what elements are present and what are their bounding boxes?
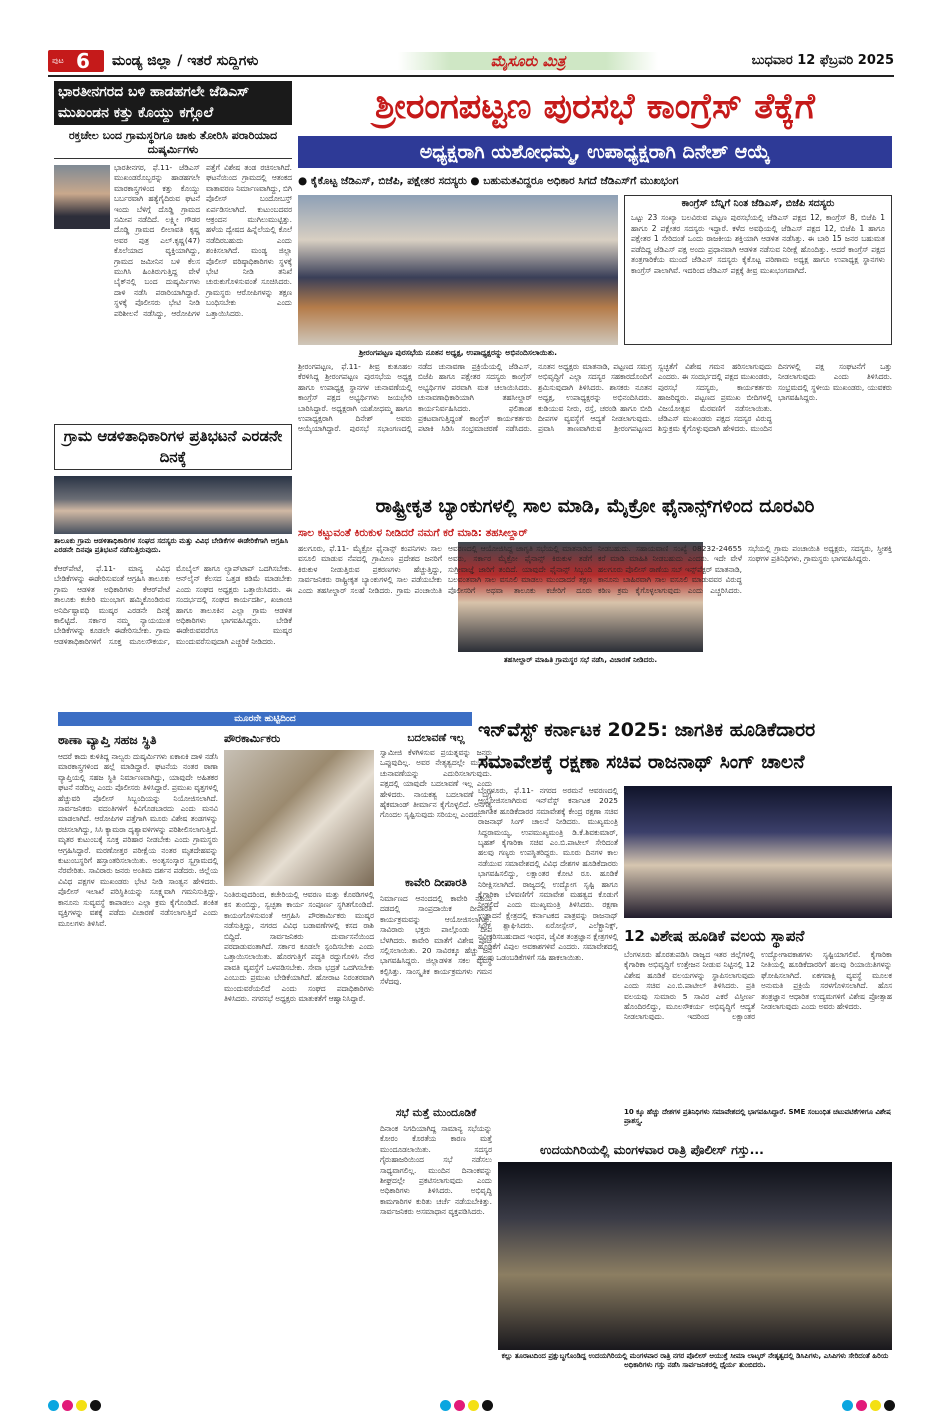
banks-caption: ತಹಸೀಲ್ದಾರ್ ಮಾಹಿತಿ ಗ್ರಾಮಸ್ಥರ ಸಭೆ ನಡೆಸಿ, ವಿಚಾರಣೆ ನೀಡಿದರು. bbox=[503, 655, 658, 664]
banks-headline: ರಾಷ್ಟ್ರೀಕೃತ ಬ್ಯಾಂಕುಗಳಲ್ಲಿ ಸಾಲ ಮಾಡಿ, ಮೈಕ್ರೋ ಫೈನಾನ್ಸ್‌ಗಳಿಂದ ದೂರವಿರಿ bbox=[375, 496, 815, 517]
masthead bbox=[48, 48, 894, 74]
brief2-headline: ಗ್ರಾಮ ಆಡಳಿತಾಧಿಕಾರಿಗಳ ಪ್ರತಿಭಟನೆ ಎರಡನೇ ದಿನಕ್ಕೆ bbox=[54, 424, 292, 470]
pourakarmika-body: ನಿಂತಿರುವುದರಿಂದ, ಕಚೇರಿಯಲ್ಲಿ ಆವರಣ ಮತ್ತು ಕೊಠಡಿಗಳಲ್ಲಿ ಕಸ ತುಂಬಿದ್ದು, ಸ್ವಚ್ಛತಾ ಕಾರ್ಯ ಸಂಪೂರ್ಣ ಸ್ಥಗಿತಗೊಂಡಿದೆ. ಕಾಯಂಗೊಳಿಸುವಂತೆ ಆಗ್ರಹಿಸಿ ಪೌರಕಾರ್ಮಿಕರು ಮುಷ್ಕರ ನಡೆಸುತ್ತಿದ್ದು, ನಗರದ ವಿವಿಧ ಬಡಾವಣೆಗಳಲ್ಲಿ ಕಸದ ರಾಶಿ ಬಿದ್ದಿದೆ. ಸಾರ್ವಜನಿಕರು ದುರ್ವಾಸನೆಯಿಂದ ಪರದಾಡುವಂತಾಗಿದೆ. ಸರ್ಕಾರ ಕೂಡಲೇ ಸ್ಪಂದಿಸಬೇಕು ಎಂದು ಒತ್ತಾಯಿಸಲಾಯಿತು. ಹೊರಗುತ್ತಿಗೆ ಪದ್ಧತಿ ರದ್ದುಗೊಳಿಸಿ ನೇರ ಪಾವತಿ ವ್ಯವಸ್ಥೆಗೆ ಒಳಪಡಿಸಬೇಕು. ಸೇವಾ ಭದ್ರತೆ ಒದಗಿಸಬೇಕು ಎಂಬುದು ಪ್ರಮುಖ ಬೇಡಿಕೆಯಾಗಿದೆ. ಹೋರಾಟ ನಿರಂತರವಾಗಿ ಮುಂದುವರೆಯಲಿದೆ ಎಂದು ಸಂಘದ ಪದಾಧಿಕಾರಿಗಳು ತಿಳಿಸಿದರು. ನಗರಸಭೆ ಅಧ್ಯಕ್ಷರು ಮಾತುಕತೆಗೆ ಆಹ್ವಾನಿಸಿದ್ದಾರೆ. bbox=[224, 890, 374, 1004]
lead-headline: ಶ್ರೀರಂಗಪಟ್ಟಣ ಪುರಸಭೆ ಕಾಂಗ್ರೆಸ್ ತೆಕ್ಕೆಗೆ bbox=[375, 87, 815, 127]
victim-photo bbox=[54, 165, 110, 229]
issue-date: ಬುಧವಾರ 12 ಫೆಬ್ರವರಿ 2025 bbox=[751, 53, 894, 68]
badalavane-body: ಸ್ವಾಮೀಜಿ ಕೆಳಗಿಳಿಸುವ ಪ್ರಯತ್ನವನ್ನು ಜನರು ಒಪ್ಪುವುದಿಲ್ಲ. ಅವರ ನೇತೃತ್ವದಲ್ಲೇ ಮುಂದಿನ ಚುನಾವಣೆಯನ್ನು ಎದುರಿಸಲಾಗುವುದು. ಪಕ್ಷದಲ್ಲಿ ಯಾವುದೇ ಬದಲಾವಣೆ ಇಲ್ಲ ಎಂದು ಹೇಳಿದರು. ನಾಯಕತ್ವ ಬದಲಾವಣೆ ಬಗ್ಗೆ ಹೈಕಮಾಂಡ್ ತೀರ್ಮಾನ ಕೈಗೊಳ್ಳಲಿದೆ. ಅನಗತ್ಯ ಗೊಂದಲ ಸೃಷ್ಟಿಸುವುದು ಸರಿಯಲ್ಲ ಎಂದರು. bbox=[380, 748, 492, 820]
udayagiri-caption: ಕಲ್ಲು ತೂರಾಟದಿಂದ ಪ್ರಕ್ಷುಬ್ಧಗೊಂಡಿದ್ದ ಉದಯಗಿರಿಯಲ್ಲಿ ಮಂಗಳವಾರ ರಾತ್ರಿ ನಗರ ಪೊಲೀಸ್ ಆಯುಕ್ತೆ ಸೀಮಾ ಲಾಟ್ಕರ್ ನೇತೃತ್ವದಲ್ಲಿ ಡಿಸಿಪಿಗಳು, ಎಸಿಪಿಗಳು ಸೇರಿದಂತೆ ಹಿರಿಯ ಅಧಿಕಾರಿಗಳು ಗಸ್ತು ನಡೆಸಿ ಸಾರ್ವಜನಿಕರಲ್ಲಿ ಧೈರ್ಯ ತುಂಬಿದರು. bbox=[501, 1352, 889, 1369]
invest-photo bbox=[624, 786, 892, 918]
sabhe-title: ಸಭೆ ಮತ್ತೆ ಮುಂದೂಡಿಕೆ bbox=[395, 1107, 477, 1119]
thana-title: ಠಾಣಾ ವ್ಯಾಪ್ತಿ ಸಹಜ ಸ್ಥಿತಿ bbox=[58, 732, 157, 747]
invest-caption: 10 ಕ್ಕೂ ಹೆಚ್ಚು ದೇಶಗಳ ಪ್ರತಿನಿಧಿಗಳು ಸಮಾವೇಶದಲ್ಲಿ ಭಾಗವಹಿಸಿದ್ದಾರೆ. SME ಸಂಬಂಧಿತ ಚಟುವಟಿಕೆಗಳಿಗೂ ವಿಶೇಷ ಪ್ರಾಶಸ್ತ್ಯ. bbox=[624, 1108, 891, 1125]
registration-dot bbox=[856, 1400, 867, 1411]
page-badge bbox=[48, 50, 104, 72]
brief-vao-protest bbox=[54, 424, 292, 710]
registration-dot bbox=[90, 1400, 101, 1411]
kaveri-title: ಕಾವೇರಿ ದೀಪಾರತಿ bbox=[405, 876, 467, 889]
brief1-headline: ಭಾರತೀನಗರದ ಬಳಿ ಹಾಡಹಗಲೇ ಜೆಡಿಎಸ್ ಮುಖಂಡನ ಕತ್ತು ಕೊಯ್ದು ಕಗ್ಗೊಲೆ bbox=[54, 81, 292, 125]
continuation-label: ಮೂರನೇ ಹುಟ್ಟಿದಿಂದ bbox=[58, 712, 472, 726]
kaveri-body: ನಿರ್ಮಾಣದ ಆನಂದದಲ್ಲಿ ಕಾವೇರಿ ನದಿಯ ದಡದಲ್ಲಿ ಸಾಂಪ್ರದಾಯಿಕ ದೀಪಾರತಿ ಕಾರ್ಯಕ್ರಮವನ್ನು ಆಯೋಜಿಸಲಾಗಿತ್ತು. ಸಾವಿರಾರು ಭಕ್ತರು ಪಾಲ್ಗೊಂಡು ದೀಪ ಬೆಳಗಿದರು. ಕಾವೇರಿ ಮಾತೆಗೆ ವಿಶೇಷ ಪೂಜೆ ಸಲ್ಲಿಸಲಾಯಿತು. 20 ಸಾವಿರಕ್ಕೂ ಹೆಚ್ಚು ಜನ ಭಾಗವಹಿಸಿದ್ದರು. ಜಿಲ್ಲಾಡಳಿತ ಸಕಲ ವ್ಯವಸ್ಥೆ ಕಲ್ಪಿಸಿತ್ತು. ಸಾಂಸ್ಕೃತಿಕ ಕಾರ್ಯಕ್ರಮಗಳು ಗಮನ ಸೆಳೆದವು. bbox=[380, 894, 492, 987]
sidebox-title: ಕಾಂಗ್ರೆಸ್ ಬೆನ್ನಿಗೆ ನಿಂತ ಜೆಡಿಎಸ್, ಬಿಜೆಪಿ ಸದಸ್ಯರು bbox=[681, 198, 835, 209]
sidebox-body: ಒಟ್ಟು 23 ಸಂಖ್ಯಾ ಬಲವಿರುವ ಪಟ್ಟಣ ಪುರಸಭೆಯಲ್ಲಿ ಜೆಡಿಎಸ್ ಪಕ್ಷದ 12, ಕಾಂಗ್ರೆಸ್ 8, ಬಿಜೆಪಿ 1 ಹಾಗೂ 2 ಪಕ್ಷೇತರ ಸದಸ್ಯರು ಇದ್ದಾರೆ. ಕಳೆದ ಅವಧಿಯಲ್ಲಿ ಜೆಡಿಎಸ್ ಪಕ್ಷದ 12, ಬಿಜೆಪಿ 1 ಹಾಗೂ ಪಕ್ಷೇತರ 1 ಸೇರಿದಂತೆ ಒಂದು ರಾಜಕೀಯ ಶಕ್ತಿಯಾಗಿ ಆಡಳಿತ ನಡೆಸಿತ್ತು. ಈ ಬಾರಿ 15 ಜನರ ಬಹುಮತ ಪಡೆದಿದ್ದ ಜೆಡಿಎಸ್ ಪಕ್ಷ ಅಂದು ಪ್ರಧಾನವಾಗಿ ಆಡಳಿತ ನಡೆಸುವ ನಿರೀಕ್ಷೆ ಹೊಂದಿತ್ತು. ಆದರೆ ಕಾಂಗ್ರೆಸ್ ಪಕ್ಷದ ತಂತ್ರಗಾರಿಕೆಯ ಮುಂದೆ ಜೆಡಿಎಸ್ ಸದಸ್ಯರು ಕೈಕೊಟ್ಟ ಪರಿಣಾಮ ಅಧ್ಯಕ್ಷ ಹಾಗೂ ಉಪಾಧ್ಯಕ್ಷ ಸ್ಥಾನಗಳು ಕಾಂಗ್ರೆಸ್ ಪಾಲಾಗಿವೆ. ಇದರಿಂದ ಜೆಡಿಎಸ್ ಪಕ್ಷಕ್ಕೆ ತೀವ್ರ ಮುಖಭಂಗವಾಗಿದೆ. bbox=[631, 213, 885, 275]
banks-subhead: ಸಾಲ ಕಟ್ಟುವಂತೆ ಕಿರುಕುಳ ನೀಡಿದರೆ ನಮಗೆ ಕರೆ ಮಾಡಿ: ತಹಸೀಲ್ದಾರ್ bbox=[298, 527, 528, 539]
lead-body: ಶ್ರೀರಂಗಪಟ್ಟಣ, ಫೆ.11- ತೀವ್ರ ಕುತೂಹಲ ಕೆರಳಿಸಿದ್ದ ಶ್ರೀರಂಗಪಟ್ಟಣ ಪುರಸಭೆಯ ಅಧ್ಯಕ್ಷ ಹಾಗೂ ಉಪಾಧ್ಯಕ್ಷ ಸ್ಥಾನಗಳ ಚುನಾವಣೆಯಲ್ಲಿ ಕಾಂಗ್ರೆಸ್ ಪಕ್ಷದ ಅಭ್ಯರ್ಥಿಗಳು ಜಯಭೇರಿ ಬಾರಿಸಿದ್ದಾರೆ. ಅಧ್ಯಕ್ಷರಾಗಿ ಯಶೋಧಮ್ಮ ಹಾಗೂ ಉಪಾಧ್ಯಕ್ಷರಾಗಿ ದಿನೇಶ್ ಅವರು ಆಯ್ಕೆಯಾಗಿದ್ದಾರೆ. ಪುರಸಭೆ ಸಭಾಂಗಣದಲ್ಲಿ ನಡೆದ ಚುನಾವಣಾ ಪ್ರಕ್ರಿಯೆಯಲ್ಲಿ ಜೆಡಿಎಸ್, ಬಿಜೆಪಿ ಹಾಗೂ ಪಕ್ಷೇತರ ಸದಸ್ಯರು ಕಾಂಗ್ರೆಸ್ ಅಭ್ಯರ್ಥಿಗಳ ಪರವಾಗಿ ಮತ ಚಲಾಯಿಸಿದರು. ಚುನಾವಣಾಧಿಕಾರಿಯಾಗಿ ತಹಸೀಲ್ದಾರ್ ಕಾರ್ಯನಿರ್ವಹಿಸಿದರು. ಫಲಿತಾಂಶ ಪ್ರಕಟವಾಗುತ್ತಿದ್ದಂತೆ ಕಾಂಗ್ರೆಸ್ ಕಾರ್ಯಕರ್ತರು ಪಟಾಕಿ ಸಿಡಿಸಿ ಸಂಭ್ರಮಾಚರಣೆ ನಡೆಸಿದರು. ನೂತನ ಅಧ್ಯಕ್ಷರು ಮಾತನಾಡಿ, ಪಟ್ಟಣದ ಸಮಗ್ರ ಅಭಿವೃದ್ಧಿಗೆ ಎಲ್ಲಾ ಸದಸ್ಯರ ಸಹಕಾರದೊಂದಿಗೆ ಶ್ರಮಿಸುವುದಾಗಿ ತಿಳಿಸಿದರು. ಶಾಸಕರು ನೂತನ ಅಧ್ಯಕ್ಷ, ಉಪಾಧ್ಯಕ್ಷರನ್ನು ಅಭಿನಂದಿಸಿದರು. ಕುಡಿಯುವ ನೀರು, ರಸ್ತೆ, ಚರಂಡಿ ಹಾಗೂ ಬೀದಿ ದೀಪಗಳ ವ್ಯವಸ್ಥೆಗೆ ಆದ್ಯತೆ ನೀಡಲಾಗುವುದು. ಪ್ರವಾಸಿ ತಾಣವಾಗಿರುವ ಶ್ರೀರಂಗಪಟ್ಟಣದ ಸ್ವಚ್ಛತೆಗೆ ವಿಶೇಷ ಗಮನ ಹರಿಸಲಾಗುವುದು ಎಂದರು. ಈ ಸಂದರ್ಭದಲ್ಲಿ ಪಕ್ಷದ ಮುಖಂಡರು, ಪುರಸಭೆ ಸದಸ್ಯರು, ಕಾರ್ಯಕರ್ತರು ಹಾಜರಿದ್ದರು. ಪಟ್ಟಣದ ಪ್ರಮುಖ ಬೀದಿಗಳಲ್ಲಿ ವಿಜಯೋತ್ಸವ ಮೆರವಣಿಗೆ ನಡೆಸಲಾಯಿತು. ಜೆಡಿಎಸ್ ಮುಖಂಡರು ಪಕ್ಷದ ಸದಸ್ಯರ ವಿರುದ್ಧ ಶಿಸ್ತುಕ್ರಮ ಕೈಗೊಳ್ಳುವುದಾಗಿ ಹೇಳಿದರು. ಮುಂದಿನ ದಿನಗಳಲ್ಲಿ ಪಕ್ಷ ಸಂಘಟನೆಗೆ ಒತ್ತು ನೀಡಲಾಗುವುದು ಎಂದು ತಿಳಿಸಿದರು. ಸಂಭ್ರಮದಲ್ಲಿ ಸ್ಥಳೀಯ ಮುಖಂಡರು, ಯುವಕರು ಭಾಗವಹಿಸಿದ್ದರು. bbox=[298, 362, 892, 434]
page-label: ಪುಟ bbox=[52, 56, 64, 65]
registration-dot bbox=[454, 1400, 465, 1411]
brief-jds-murder bbox=[54, 81, 292, 421]
section-title: ಮಂಡ್ಯ ಜಿಲ್ಲಾ / ಇತರೆ ಸುದ್ದಿಗಳು bbox=[112, 53, 259, 69]
badalavane-title: ಬದಲಾವಣೆ ಇಲ್ಲ bbox=[407, 732, 465, 744]
brief2-caption: ತಾಲೂಕು ಗ್ರಾಮ ಆಡಳಿತಾಧಿಕಾರಿಗಳ ಸಂಘದ ಸದಸ್ಯರು ಮತ್ತು ವಿವಿಧ ಬೇಡಿಕೆಗಳ ಈಡೇರಿಕೆಗಾಗಿ ಆಗ್ರಹಿಸಿ ಎರಡನೇ ದಿನವೂ ಪ್ರತಿಭಟನೆ ನಡೆಸುತ್ತಿರುವುದು. bbox=[54, 536, 289, 554]
page-number: 6 bbox=[76, 50, 90, 72]
invest-body: ಬೆಂಗಳೂರು, ಫೆ.11- ನಗರದ ಅರಮನೆ ಆವರಣದಲ್ಲಿ ಆಯೋಜಿಸಲಾಗಿರುವ ಇನ್‌ವೆಸ್ಟ್ ಕರ್ನಾಟಕ 2025 ಜಾಗತಿಕ ಹೂಡಿಕೆದಾರರ ಸಮಾವೇಶಕ್ಕೆ ಕೇಂದ್ರ ರಕ್ಷಣಾ ಸಚಿವ ರಾಜನಾಥ್ ಸಿಂಗ್ ಚಾಲನೆ ನೀಡಿದರು. ಮುಖ್ಯಮಂತ್ರಿ ಸಿದ್ದರಾಮಯ್ಯ, ಉಪಮುಖ್ಯಮಂತ್ರಿ ಡಿ.ಕೆ.ಶಿವಕುಮಾರ್, ಬೃಹತ್ ಕೈಗಾರಿಕಾ ಸಚಿವ ಎಂ.ಬಿ.ಪಾಟೀಲ್ ಸೇರಿದಂತೆ ಹಲವು ಗಣ್ಯರು ಉಪಸ್ಥಿತರಿದ್ದರು. ಮೂರು ದಿನಗಳ ಕಾಲ ನಡೆಯುವ ಸಮಾವೇಶದಲ್ಲಿ ವಿವಿಧ ದೇಶಗಳ ಹೂಡಿಕೆದಾರರು ಭಾಗವಹಿಸಲಿದ್ದು, ಲಕ್ಷಾಂತರ ಕೋಟಿ ರೂ. ಹೂಡಿಕೆ ನಿರೀಕ್ಷಿಸಲಾಗಿದೆ. ರಾಜ್ಯದಲ್ಲಿ ಉದ್ಯೋಗ ಸೃಷ್ಟಿ ಹಾಗೂ ಕೈಗಾರಿಕಾ ಬೆಳವಣಿಗೆಗೆ ಸಮಾವೇಶ ಮಹತ್ವದ ಕೊಡುಗೆ ನೀಡಲಿದೆ ಎಂದು ಮುಖ್ಯಮಂತ್ರಿ ತಿಳಿಸಿದರು. ರಕ್ಷಣಾ ಉತ್ಪಾದನೆ ಕ್ಷೇತ್ರದಲ್ಲಿ ಕರ್ನಾಟಕದ ಪಾತ್ರವನ್ನು ರಾಜನಾಥ್ ಸಿಂಗ್ ಶ್ಲಾಘಿಸಿದರು. ಏರೋಸ್ಪೇಸ್, ಎಲೆಕ್ಟ್ರಾನಿಕ್ಸ್, ನವೀಕರಿಸಬಹುದಾದ ಇಂಧನ, ಜೈವಿಕ ತಂತ್ರಜ್ಞಾನ ಕ್ಷೇತ್ರಗಳಲ್ಲಿ ಹೂಡಿಕೆಗೆ ವಿಪುಲ ಅವಕಾಶಗಳಿವೆ ಎಂದರು. ಸಮಾವೇಶದಲ್ಲಿ ಹಲವು ಒಡಂಬಡಿಕೆಗಳಿಗೆ ಸಹಿ ಹಾಕಲಾಯಿತು. bbox=[478, 786, 618, 962]
lead-story bbox=[298, 80, 892, 486]
udayagiri-story bbox=[498, 1140, 892, 1380]
registration-dot bbox=[76, 1400, 87, 1411]
invest-headline: ಇನ್‌ವೆಸ್ಟ್ ಕರ್ನಾಟಕ 2025: ಜಾಗತಿಕ ಹೂಡಿಕೆದಾರರ ಸಮಾವೇಶಕ್ಕೆ ರಕ್ಷಣಾ ಸಚಿವ ರಾಜನಾಥ್ ಸಿಂಗ್ ಚಾಲನೆ bbox=[478, 719, 816, 773]
registration-dot bbox=[842, 1400, 853, 1411]
banks-body: ಹಲಗೂರು, ಫೆ.11- ಮೈಕ್ರೋ ಫೈನಾನ್ಸ್ ಕಂಪನಿಗಳು ಸಾಲ ವಸೂಲಿ ಮಾಡುವ ನೆಪದಲ್ಲಿ ಗ್ರಾಮೀಣ ಪ್ರದೇಶದ ಜನರಿಗೆ ಕಿರುಕುಳ ನೀಡುತ್ತಿರುವ ಪ್ರಕರಣಗಳು ಹೆಚ್ಚುತ್ತಿದ್ದು, ಸಾರ್ವಜನಿಕರು ರಾಷ್ಟ್ರೀಕೃತ ಬ್ಯಾಂಕುಗಳಲ್ಲಿ ಸಾಲ ಪಡೆಯಬೇಕು ಎಂದು ತಹಸೀಲ್ದಾರ್ ಸಲಹೆ ನೀಡಿದರು. ಗ್ರಾಮ ಪಂಚಾಯಿತಿ ಆವರಣದಲ್ಲಿ ಆಯೋಜಿಸಿದ್ದ ಜಾಗೃತಿ ಸಭೆಯಲ್ಲಿ ಮಾತನಾಡಿದ ಅವರು, ಸರ್ಕಾರ ಮೈಕ್ರೋ ಫೈನಾನ್ಸ್ ಕಿರುಕುಳ ತಡೆಗೆ ಸುಗ್ರೀವಾಜ್ಞೆ ಜಾರಿಗೆ ತಂದಿದೆ. ಯಾವುದೇ ಫೈನಾನ್ಸ್ ಸಿಬ್ಬಂದಿ ಬಲವಂತವಾಗಿ ಸಾಲ ವಸೂಲಿ ಮಾಡಲು ಮುಂದಾದರೆ ತಕ್ಷಣ ಪೊಲೀಸರಿಗೆ ಅಥವಾ ತಾಲೂಕು ಕಚೇರಿಗೆ ದೂರು ನೀಡಬಹುದು. ಸಹಾಯವಾಣಿ ಸಂಖ್ಯೆ 08232-24655 ಕರೆ ಮಾಡಿ ಮಾಹಿತಿ ನೀಡಬಹುದು ಎಂದರು. ಇದೇ ವೇಳೆ ಹಲಗೂರು ಪೊಲೀಸ್ ಠಾಣೆಯ ಸಬ್ ಇನ್ಸ್‌ಪೆಕ್ಟರ್ ಮಾತನಾಡಿ, ಕಾನೂನು ಬಾಹಿರವಾಗಿ ಸಾಲ ವಸೂಲಿ ಮಾಡುವವರ ವಿರುದ್ಧ ಕಠಿಣ ಕ್ರಮ ಕೈಗೊಳ್ಳಲಾಗುವುದು ಎಂದು ಎಚ್ಚರಿಸಿದರು. ಸಭೆಯಲ್ಲಿ ಗ್ರಾಮ ಪಂಚಾಯಿತಿ ಅಧ್ಯಕ್ಷರು, ಸದಸ್ಯರು, ಸ್ತ್ರೀಶಕ್ತಿ ಸಂಘಗಳ ಪ್ರತಿನಿಧಿಗಳು, ಗ್ರಾಮಸ್ಥರು ಭಾಗವಹಿಸಿದ್ದರು. bbox=[298, 544, 892, 595]
registration-dot bbox=[870, 1400, 881, 1411]
brief1-subhead: ರಕ್ತಚೇಲ ಬಂದ ಗ್ರಾಮಸ್ಥರಿಗೂ ಚಾಕು ತೋರಿಸಿ ಪರಾರಿಯಾದ ದುಷ್ಕರ್ಮಿಗಳು bbox=[54, 129, 292, 159]
thana-body: ಆದರೆ ಕಾದು ಕುಳಿತಿದ್ದ ನಾಲ್ವರು ದುಷ್ಕರ್ಮಿಗಳು ಏಕಾಏಕಿ ದಾಳಿ ನಡೆಸಿ ಮಾರಕಾಸ್ತ್ರಗಳಿಂದ ಹಲ್ಲೆ ಮಾಡಿದ್ದಾರೆ. ಘಟನೆಯ ನಂತರ ಠಾಣಾ ವ್ಯಾಪ್ತಿಯಲ್ಲಿ ಸಹಜ ಸ್ಥಿತಿ ನಿರ್ಮಾಣವಾಗಿದ್ದು, ಯಾವುದೇ ಅಹಿತಕರ ಘಟನೆ ನಡೆದಿಲ್ಲ ಎಂದು ಪೊಲೀಸರು ತಿಳಿಸಿದ್ದಾರೆ. ಪ್ರಮುಖ ವೃತ್ತಗಳಲ್ಲಿ ಹೆಚ್ಚುವರಿ ಪೊಲೀಸ್ ಸಿಬ್ಬಂದಿಯನ್ನು ನಿಯೋಜಿಸಲಾಗಿದೆ. ಸಾರ್ವಜನಿಕರು ವದಂತಿಗಳಿಗೆ ಕಿವಿಗೊಡಬಾರದು ಎಂದು ಮನವಿ ಮಾಡಲಾಗಿದೆ. ಆರೋಪಿಗಳ ಪತ್ತೆಗಾಗಿ ಮೂರು ವಿಶೇಷ ತಂಡಗಳನ್ನು ರಚಿಸಲಾಗಿದ್ದು, ಸಿಸಿ ಕ್ಯಾಮರಾ ದೃಶ್ಯಾವಳಿಗಳನ್ನು ಪರಿಶೀಲಿಸಲಾಗುತ್ತಿದೆ. ಮೃತರ ಕುಟುಂಬಕ್ಕೆ ಸೂಕ್ತ ಪರಿಹಾರ ನೀಡಬೇಕು ಎಂದು ಗ್ರಾಮಸ್ಥರು ಆಗ್ರಹಿಸಿದ್ದಾರೆ. ಮರಣೋತ್ತರ ಪರೀಕ್ಷೆಯ ನಂತರ ಮೃತದೇಹವನ್ನು ಕುಟುಂಬಸ್ಥರಿಗೆ ಹಸ್ತಾಂತರಿಸಲಾಯಿತು. ಅಂತ್ಯಸಂಸ್ಕಾರ ಸ್ವಗ್ರಾಮದಲ್ಲಿ ನೆರವೇರಿತು. ಸಾವಿರಾರು ಜನರು ಅಂತಿಮ ದರ್ಶನ ಪಡೆದರು. ಜಿಲ್ಲೆಯ ವಿವಿಧ ಪಕ್ಷಗಳ ಮುಖಂಡರು ಭೇಟಿ ನೀಡಿ ಸಾಂತ್ವನ ಹೇಳಿದರು. ಪೊಲೀಸ್ ಇಲಾಖೆ ಪರಿಸ್ಥಿತಿಯನ್ನು ಸೂಕ್ಷ್ಮವಾಗಿ ಗಮನಿಸುತ್ತಿದ್ದು, ಕಾನೂನು ಸುವ್ಯವಸ್ಥೆ ಕಾಪಾಡಲು ಎಲ್ಲಾ ಕ್ರಮ ಕೈಗೊಂಡಿದೆ. ಶಂಕಿತ ವ್ಯಕ್ತಿಗಳನ್ನು ವಶಕ್ಕೆ ಪಡೆದು ವಿಚಾರಣೆ ನಡೆಸಲಾಗುತ್ತಿದೆ ಎಂದು ಮೂಲಗಳು ತಿಳಿಸಿವೆ. bbox=[58, 752, 218, 928]
misc-column bbox=[380, 728, 492, 1382]
pourakarmika-title: ಪೌರಕಾರ್ಮಿಕರು bbox=[224, 732, 281, 745]
udayagiri-photo bbox=[498, 1162, 892, 1350]
protest-photo bbox=[54, 476, 292, 534]
lead-caption: ಶ್ರೀರಂಗಪಟ್ಟಣ ಪುರಸಭೆಯ ನೂತನ ಅಧ್ಯಕ್ಷ, ಉಪಾಧ್ಯಕ್ಷರನ್ನು ಅಭಿನಂದಿಸಲಾಯಿತು. bbox=[358, 348, 558, 357]
registration-dot bbox=[48, 1400, 59, 1411]
udayagiri-title: ಉದಯಗಿರಿಯಲ್ಲಿ ಮಂಗಳವಾರ ರಾತ್ರಿ ಪೊಲೀಸ್ ಗಸ್ತು... bbox=[540, 1142, 764, 1157]
paper-name: ಮೈಸೂರು ಮಿತ್ರ bbox=[490, 52, 566, 70]
invest-story bbox=[478, 712, 892, 1112]
lead-subhead: ಅಧ್ಯಕ್ಷರಾಗಿ ಯಶೋಧಮ್ಮ, ಉಪಾಧ್ಯಕ್ಷರಾಗಿ ದಿನೇಶ್ ಆಯ್ಕೆ bbox=[298, 136, 892, 168]
registration-dot bbox=[884, 1400, 895, 1411]
registration-dot bbox=[440, 1400, 451, 1411]
masthead-rule bbox=[48, 75, 894, 77]
brief2-body: ಕೆಆರ್‌ಪೇಟೆ, ಫೆ.11- ಮಾನ್ಯ ವಿವಿಧ ಬೇಡಿಕೆಗಳನ್ನು ಈಡೇರಿಸುವಂತೆ ಆಗ್ರಹಿಸಿ ತಾಲೂಕು ಗ್ರಾಮ ಆಡಳಿತ ಅಧಿಕಾರಿಗಳು ಕೆಆರ್‌ಪೇಟೆ ತಾಲೂಕು ಕಚೇರಿ ಮುಂಭಾಗ ಹಮ್ಮಿಕೊಂಡಿರುವ ಅನಿರ್ದಿಷ್ಟಾವಧಿ ಮುಷ್ಕರ ಎರಡನೇ ದಿನಕ್ಕೆ ಕಾಲಿಟ್ಟಿದೆ. ಸರ್ಕಾರ ನಮ್ಮ ನ್ಯಾಯಯುತ ಬೇಡಿಕೆಗಳನ್ನು ಕೂಡಲೇ ಈಡೇರಿಸಬೇಕು. ಗ್ರಾಮ ಆಡಳಿತಾಧಿಕಾರಿಗಳಿಗೆ ಸೂಕ್ತ ಮೂಲಸೌಕರ್ಯ, ಮೊಬೈಲ್ ಹಾಗೂ ಲ್ಯಾಪ್‌ಟಾಪ್ ಒದಗಿಸಬೇಕು. ಆನ್‌ಲೈನ್ ಕೆಲಸದ ಒತ್ತಡ ಕಡಿಮೆ ಮಾಡಬೇಕು ಎಂದು ಸಂಘದ ಅಧ್ಯಕ್ಷರು ಒತ್ತಾಯಿಸಿದರು. ಈ ಸಂದರ್ಭದಲ್ಲಿ ಸಂಘದ ಕಾರ್ಯದರ್ಶಿ, ಖಜಾಂಚಿ ಹಾಗೂ ತಾಲೂಕಿನ ಎಲ್ಲಾ ಗ್ರಾಮ ಆಡಳಿತ ಅಧಿಕಾರಿಗಳು ಭಾಗವಹಿಸಿದ್ದರು. ಬೇಡಿಕೆ ಈಡೇರುವವರೆಗೂ ಮುಷ್ಕರ ಮುಂದುವರೆಸುವುದಾಗಿ ಎಚ್ಚರಿಕೆ ನೀಡಿದರು. bbox=[54, 564, 292, 646]
banks-story bbox=[298, 492, 892, 710]
lead-sidebox bbox=[624, 195, 892, 345]
registration-dot bbox=[482, 1400, 493, 1411]
zones-box bbox=[624, 924, 892, 1110]
pourakarmika-column bbox=[224, 728, 374, 1382]
registration-dot bbox=[468, 1400, 479, 1411]
thana-column bbox=[58, 728, 218, 1382]
lead-photo bbox=[298, 195, 618, 345]
zones-title: 12 ವಿಶೇಷ ಹೂಡಿಕೆ ವಲಯ ಸ್ಥಾಪನೆ bbox=[624, 927, 805, 945]
pourakarmika-photo bbox=[224, 750, 374, 886]
sabhe-body: ದಿನಾಂಕ ನಿಗದಿಯಾಗಿದ್ದ ಸಾಮಾನ್ಯ ಸಭೆಯನ್ನು ಕೋರಂ ಕೊರತೆಯ ಕಾರಣ ಮತ್ತೆ ಮುಂದೂಡಲಾಯಿತು. ಸದಸ್ಯರ ಗೈರುಹಾಜರಿಯಿಂದ ಸಭೆ ನಡೆಸಲು ಸಾಧ್ಯವಾಗಲಿಲ್ಲ. ಮುಂದಿನ ದಿನಾಂಕವನ್ನು ಶೀಘ್ರದಲ್ಲೇ ಪ್ರಕಟಿಸಲಾಗುವುದು ಎಂದು ಅಧಿಕಾರಿಗಳು ತಿಳಿಸಿದರು. ಅಭಿವೃದ್ಧಿ ಕಾಮಗಾರಿಗಳ ಕುರಿತು ಚರ್ಚೆ ನಡೆಯಬೇಕಿತ್ತು. ಸಾರ್ವಜನಿಕರು ಅಸಮಾಧಾನ ವ್ಯಕ್ತಪಡಿಸಿದರು. bbox=[380, 1124, 492, 1217]
registration-dot bbox=[62, 1400, 73, 1411]
lead-kicker: ● ಕೈಕೊಟ್ಟ ಜೆಡಿಎಸ್, ಬಿಜೆಪಿ, ಪಕ್ಷೇತರ ಸದಸ್ಯರು ● ಬಹುಮತವಿದ್ದರೂ ಅಧಿಕಾರ ಸಿಗದೆ ಜೆಡಿಎಸ್‌ಗೆ ಮುಖಭಂಗ bbox=[298, 175, 679, 187]
zones-body: ಬೆಂಗಳೂರು ಹೊರತುಪಡಿಸಿ ರಾಜ್ಯದ ಇತರ ಜಿಲ್ಲೆಗಳಲ್ಲಿ ಕೈಗಾರಿಕಾ ಅಭಿವೃದ್ಧಿಗೆ ಉತ್ತೇಜನ ನೀಡುವ ನಿಟ್ಟಿನಲ್ಲಿ 12 ವಿಶೇಷ ಹೂಡಿಕೆ ವಲಯಗಳನ್ನು ಸ್ಥಾಪಿಸಲಾಗುವುದು ಎಂದು ಸಚಿವ ಎಂ.ಬಿ.ಪಾಟೀಲ್ ತಿಳಿಸಿದರು. ಪ್ರತಿ ವಲಯವು ಸುಮಾರು 5 ಸಾವಿರ ಎಕರೆ ವಿಸ್ತೀರ್ಣ ಹೊಂದಿರಲಿದ್ದು, ಮೂಲಸೌಕರ್ಯ ಅಭಿವೃದ್ಧಿಗೆ ಆದ್ಯತೆ ನೀಡಲಾಗುವುದು. ಇದರಿಂದ ಲಕ್ಷಾಂತರ ಉದ್ಯೋಗಾವಕಾಶಗಳು ಸೃಷ್ಟಿಯಾಗಲಿವೆ. ಕೈಗಾರಿಕಾ ನೀತಿಯಲ್ಲಿ ಹೂಡಿಕೆದಾರರಿಗೆ ಹಲವು ರಿಯಾಯಿತಿಗಳನ್ನು ಘೋಷಿಸಲಾಗಿದೆ. ಏಕಗವಾಕ್ಷಿ ವ್ಯವಸ್ಥೆ ಮೂಲಕ ಅನುಮತಿ ಪ್ರಕ್ರಿಯೆ ಸರಳಗೊಳಿಸಲಾಗಿದೆ. ಹೊಸ ತಂತ್ರಜ್ಞಾನ ಆಧಾರಿತ ಉದ್ಯಮಗಳಿಗೆ ವಿಶೇಷ ಪ್ರೋತ್ಸಾಹ ನೀಡಲಾಗುವುದು ಎಂದು ಅವರು ಹೇಳಿದರು. bbox=[624, 950, 892, 1022]
brief1-body: ಭಾರತೀನಗರ, ಫೆ.11- ಜೆಡಿಎಸ್ ಮುಖಂಡರೊಬ್ಬರನ್ನು ಹಾಡಹಗಲೇ ಮಾರಕಾಸ್ತ್ರಗಳಿಂದ ಕತ್ತು ಕೊಯ್ದು ಬರ್ಬರವಾಗಿ ಹತ್ಯೆಗೈದಿರುವ ಘಟನೆ ಇಂದು ಬೆಳಿಗ್ಗೆ ದೊಡ್ಡಿ ಗ್ರಾಮದ ಸಮೀಪ ನಡೆದಿದೆ. ಲಕ್ಷ್ಮೀ ಗೌಡರ ದೊಡ್ಡಿ ಗ್ರಾಮದ ಲೀಲಾವತಿ ಕೃಷ್ಣ ಅವರ ಪುತ್ರ ಎಲ್.ಕೃಷ್ಣ(47) ಕೊಲೆಯಾದ ವ್ಯಕ್ತಿಯಾಗಿದ್ದು, ಗ್ರಾಮದ ಜಮೀನಿನ ಬಳಿ ಕೆಲಸ ಮುಗಿಸಿ ಹಿಂತಿರುಗುತ್ತಿದ್ದ ವೇಳೆ ಬೈಕ್‌ನಲ್ಲಿ ಬಂದ ದುಷ್ಕರ್ಮಿಗಳು ದಾಳಿ ನಡೆಸಿ ಪರಾರಿಯಾಗಿದ್ದಾರೆ. ಸ್ಥಳಕ್ಕೆ ಪೊಲೀಸರು ಭೇಟಿ ನೀಡಿ ಪರಿಶೀಲನೆ ನಡೆಸಿದ್ದು, ಆರೋಪಿಗಳ ಪತ್ತೆಗೆ ವಿಶೇಷ ತಂಡ ರಚಿಸಲಾಗಿದೆ. ಘಟನೆಯಿಂದ ಗ್ರಾಮದಲ್ಲಿ ಆತಂಕದ ವಾತಾವರಣ ನಿರ್ಮಾಣವಾಗಿದ್ದು, ಬಿಗಿ ಪೊಲೀಸ್ ಬಂದೋಬಸ್ತ್ ಏರ್ಪಡಿಸಲಾಗಿದೆ. ಕುಟುಂಬದವರ ಆಕ್ರಂದನ ಮುಗಿಲುಮುಟ್ಟಿತ್ತು. ಹಳೆಯ ದ್ವೇಷದ ಹಿನ್ನೆಲೆಯಲ್ಲಿ ಕೊಲೆ ನಡೆದಿರಬಹುದು ಎಂದು ಶಂಕಿಸಲಾಗಿದೆ. ಮಂಡ್ಯ ಜಿಲ್ಲಾ ಪೊಲೀಸ್ ವರಿಷ್ಠಾಧಿಕಾರಿಗಳು ಸ್ಥಳಕ್ಕೆ ಭೇಟಿ ನೀಡಿ ತನಿಖೆ ಚುರುಕುಗೊಳಿಸುವಂತೆ ಸೂಚಿಸಿದರು. ಗ್ರಾಮಸ್ಥರು ಆರೋಪಿಗಳನ್ನು ತಕ್ಷಣ ಬಂಧಿಸಬೇಕು ಎಂದು ಒತ್ತಾಯಿಸಿದರು. bbox=[114, 163, 292, 318]
